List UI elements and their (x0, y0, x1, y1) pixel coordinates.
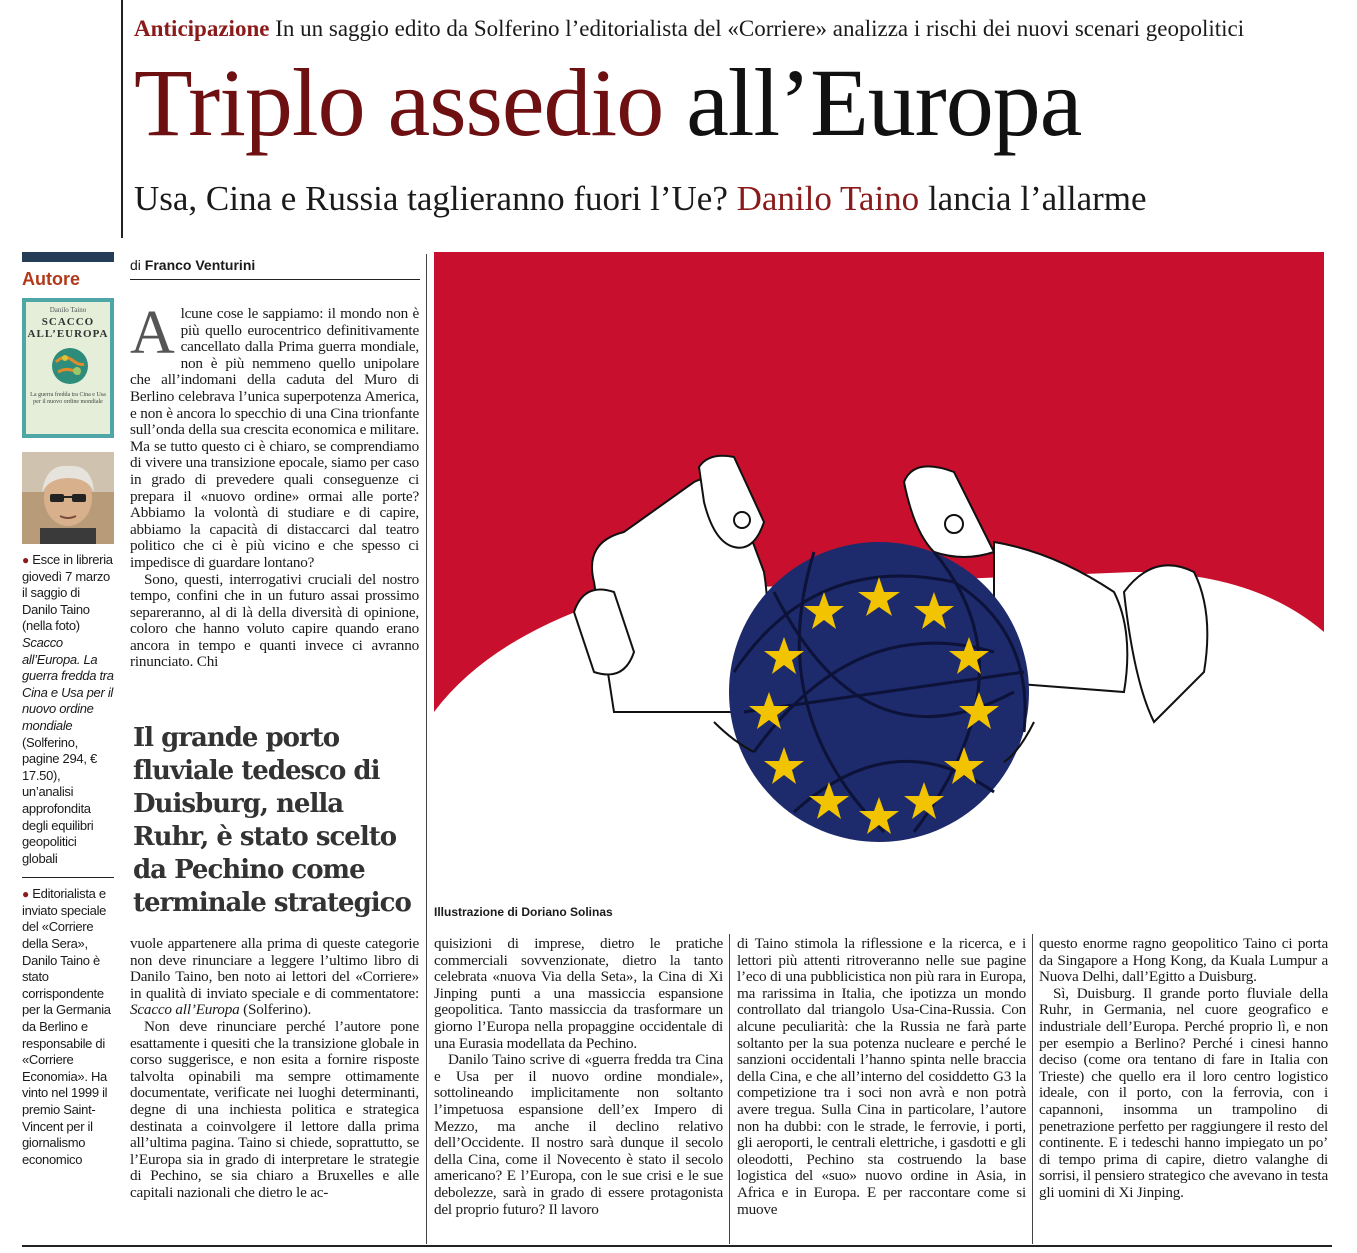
book-title-italic: Scacco all’Europa. La guerra fredda tra Cina e Usa per il nuovo ordine mondiale (22, 634, 114, 733)
byline: di Franco Venturini (130, 257, 256, 273)
article-paragraph: vuole appartenere alla prima di queste categorie non deve rinunciare a leggere l’ultimo libro di Danilo Taino, ben noto ai lettori del «Corriere» in qualità di inviato speciale e di commentatore: Scacco all’Europa (Solferino). (130, 935, 419, 1019)
subheadline-author: Danilo Taino (736, 179, 920, 218)
kicker-text: In un saggio edito da Solferino l’editorialista del «Corriere» analizza i rischi dei nuovi scenari geopolitici (275, 16, 1245, 41)
illustration-caption: Illustrazione di Doriano Solinas (434, 905, 613, 919)
sidebar-label: Autore (22, 269, 80, 289)
subheadline (134, 175, 1349, 223)
article-column-3 (737, 936, 1026, 1218)
article-paragraph: Non deve rinunciare perché l’autore pone esattamente i quesiti che la transizione globale in corso suggerisce, e non esita a fornire risposte talvolta opinabili ma sempre ottimamente documentate, verificate nei luoghi determinanti, degne di una inchiesta politica e strategica destinata a coinvolgere il lettore dalla prima all’ultima pagina. Taino si chiede, soprattutto, se l’Europa sia in grado di interpretare le strategie di Pechino, se sia chiaro a Bruxelles e alle capitali nazionali che dietro le ac- (130, 1017, 419, 1201)
article-column-4 (1039, 936, 1328, 1202)
sidebar-note-bio: ● Editorialista e inviato speciale del «Corriere della Sera», Danilo Taino è stato corrispondente per la Germania da Berlino e responsabile di «Corriere Economia». Ha vinto nel 1999 il premio Saint-Vincent per il giornalismo economico (22, 886, 111, 1167)
book-globe-icon (50, 346, 90, 386)
book-cover-author: Danilo Taino (49, 306, 87, 314)
book-title-italic: Scacco all’Europa (130, 1001, 240, 1019)
headline-black: all’Europa (686, 49, 1082, 156)
kicker (134, 14, 1349, 44)
book-cover-image (22, 298, 114, 438)
bullet-icon: ● (22, 887, 29, 902)
sidebar-note-book: ● Esce in libreria giovedì 7 marzo il saggio di Danilo Taino (nella foto) Scacco all’Europa. La guerra fredda tra Cina e Usa per il nuovo ordine mondiale (Solferino, pagine 294, € 17.50), un’analisi approfondita degli equilibri geopolitici globali (22, 552, 114, 866)
byline-rule (130, 279, 420, 280)
article-paragraph: di Taino stimola la riflessione e la ricerca, e i lettori più attenti ritroveranno nelle sue pagine l’eco di una pubblicistica non più rara in Europa, ma rarissima in Italia, che ipotizza un mondo controllato dal triangolo Usa-Cina-Russia. Con alcune peculiarità: che la Russia ne farà parte soltanto per la sua potenza nucleare e perché le sanzioni occidentali l’hanno spinta nelle braccia della Cina, e che all’interno del cosiddetto G3 la competizione tra i soci non avrà e non potrà avere tregua. Sulla Cina in particolare, l’autore non ha dubbi: con le strade, le ferrovie, i porti, gli aeroporti, le centrali elettriche, i gasdotti e gli oleodotti, Pechino sta costruendo la base logistica del «suo» nuovo ordine in Asia, in Africa e in Europa. E per raccontare come si muove (737, 935, 1026, 1218)
pull-quote: Il grande porto fluviale tedesco di Duisburg, nella Ruhr, è stato scelto da Pechino come terminale strategico (133, 723, 411, 918)
article-paragraph: Sì, Duisburg. Il grande porto fluviale della Ruhr, in Germania, nel cuore geografico e industriale dell’Europa. Perché proprio lì, e non per esempio a Berlino? Perché i cinesi hanno deciso (come ora tentano di fare in Italia con Trieste) che quello era il loro centro logistico ideale, con il porto, con la ferrovia, con i capannoni, insomma un trampolino di penetrazione perfetto per raggiungere il resto del continente. E i tedeschi hanno impiegato un po’ di tempo prima di capire, dietro valanghe di sorrisi, il pensiero strategico che avevano in testa gli uomini di Xi Jinping. (1039, 984, 1328, 1201)
illustration (434, 252, 1324, 900)
article-paragraph: quisizioni di imprese, dietro le pratiche commerciali sovvenzionate, dietro la tanto celebrata «nuova Via della Seta», la Cina di Xi Jinping punti a una massiccia espansione geopolitica. Tanto massiccia da trasformare un giorno l’Europa nella propaggine occidentale di una Eurasia modellata da Pechino. (434, 935, 723, 1052)
article-column-1 (130, 936, 419, 1202)
article-column-2 (434, 936, 723, 1218)
subheadline-pre: Usa, Cina e Russia taglieranno fuori l’Ue? (134, 179, 728, 218)
author-sidebar (22, 252, 114, 1168)
headline-red: Triplo assedio (134, 49, 664, 156)
book-cover-title: SCACCO ALL’EUROPA (27, 316, 109, 340)
headline (134, 48, 1349, 158)
column-rule (729, 934, 730, 1244)
sidebar-separator (22, 877, 114, 878)
subheadline-post: lancia l’allarme (927, 179, 1147, 218)
article-column-lead (130, 299, 419, 671)
sidebar-bar (22, 252, 114, 262)
article-paragraph: Danilo Taino scrive di «guerra fredda tra Cina e Usa per il nuovo ordine mondiale», sottolineando implicitamente non soltanto l’impetuosa espansione dell’ex Impero di Mezzo, ma anche il declino relativo dell’Occidente. Il nostro sarà dunque il secolo della Cina, come il Novecento è stato il secolo americano? E l’Europa, con le sue crisi e le sue debolezze, sarà in grado di essere protagonista del proprio futuro? Il lavoro (434, 1051, 723, 1218)
column-rule (1032, 934, 1033, 1244)
article-paragraph: Sono, questi, interrogativi cruciali del nostro tempo, confini che in un futuro assai prossimo separeranno, al di là della diversità di opinione, coloro che hanno voluto capire quando erano ancora in tempo e quanti invece ci avranno rinunciato. Chi (130, 570, 419, 671)
column-rule (426, 254, 427, 1244)
header-left-rule (121, 0, 123, 238)
byline-author: Franco Venturini (144, 257, 256, 273)
author-photo (22, 452, 114, 544)
dropcap: A (130, 299, 175, 367)
kicker-label: Anticipazione (134, 16, 270, 41)
book-cover-subtitle: La guerra fredda tra Cina e Usa per il nuovo ordine mondiale (30, 392, 106, 405)
article-paragraph: questo enorme ragno geopolitico Taino ci porta da Singapore a Hong Kong, da Kuala Lumpur a Nuova Delhi, dall’Egitto a Duisburg. (1039, 935, 1328, 986)
illustration-drawing (434, 252, 1324, 900)
bullet-icon: ● (22, 553, 29, 567)
bottom-rule (22, 1245, 1332, 1247)
article-paragraph: Alcune cose le sappiamo: il mondo non è più quello eurocentrico definitivamente cancellato dalla Prima guerra mondiale, non è più nemmeno quello unipolare che all’indomani della caduta del Muro di Berlino celebrava l’unica superpotenza America, e non è ancora lo specchio di una Cina trionfante sull’onda della sua crescita economica e militare. Ma se tutto questo ci è chiaro, se comprendiamo di vivere una transizione epocale, siamo per caso in grado di prevedere quali conseguenze ci prepara il «nuovo ordine» ormai alle porte? Abbiamo la volontà di studiare e di capire, abbiamo la capacità di distaccarci dal teatro politico che ci è più vicino e che spesso ci impedisce di guardare lontano? (130, 299, 419, 571)
author-portrait-icon (22, 452, 114, 544)
